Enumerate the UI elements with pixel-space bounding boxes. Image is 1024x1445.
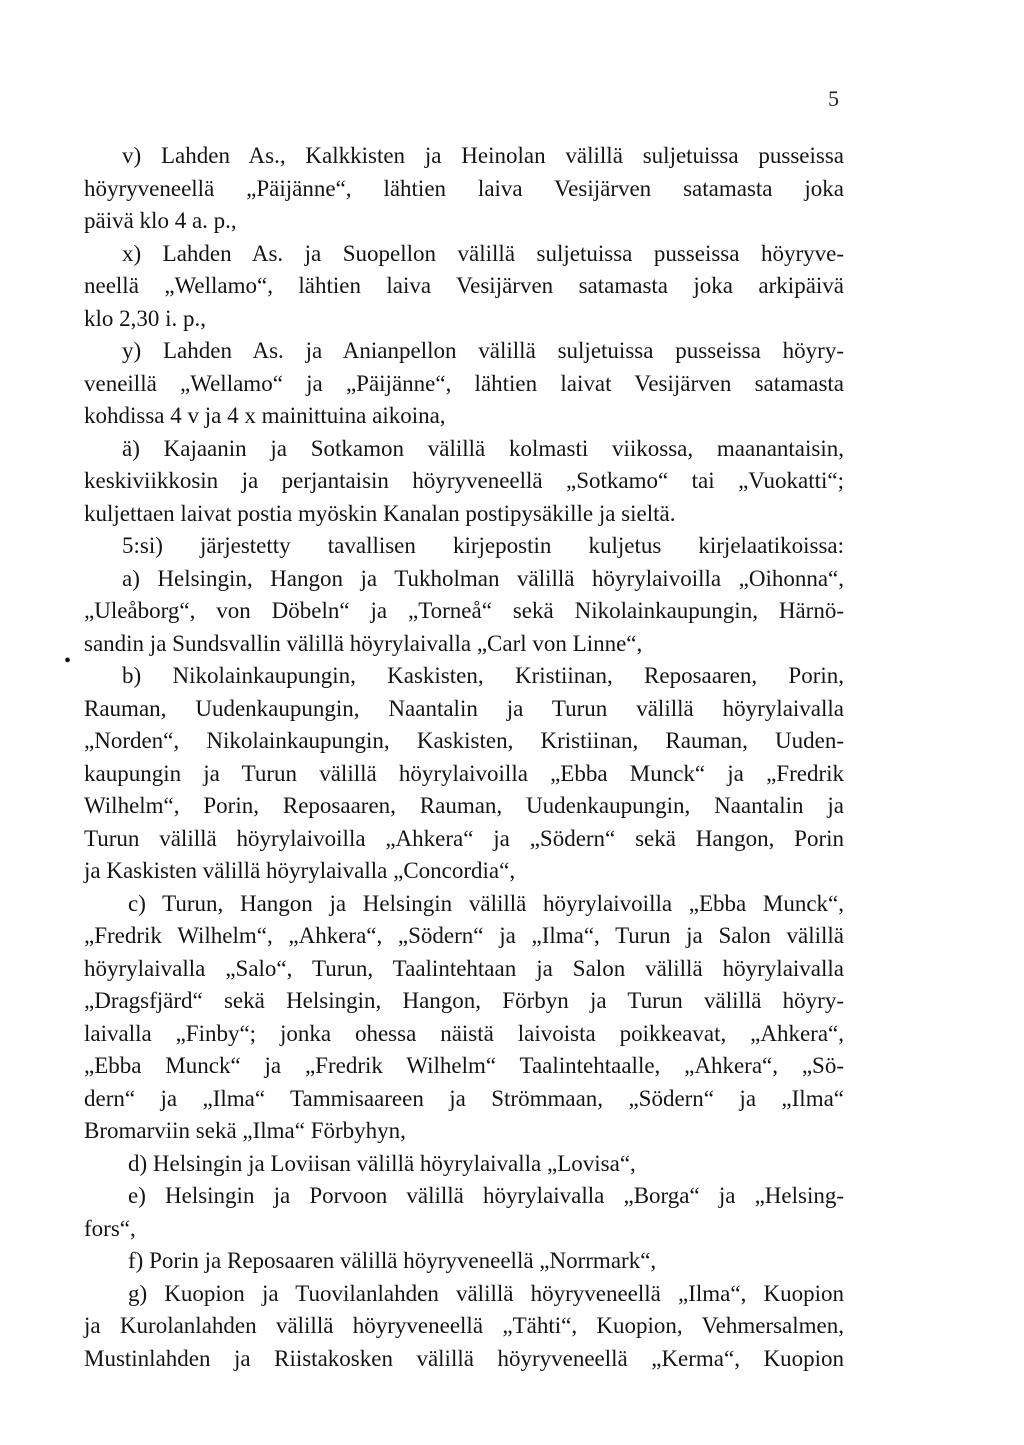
- text-line: klo 2,30 i. p.,: [84, 305, 207, 331]
- text-line: laivalla „Finby“; jonka ohessa näistä laivoista poikkeavat, „Ahkera“,: [84, 1020, 844, 1046]
- text-line: e) Helsingin ja Porvoon välillä höyrylaivalla „Borga“ ja „Helsing-: [128, 1183, 844, 1208]
- text-line: ja Kurolanlahden välillä höyryveneellä „Tähti“, Kuopion, Vehmersalmen,: [84, 1313, 844, 1338]
- text-line: höyrylaivalla „Salo“, Turun, Taalintehtaan ja Salon välillä höyrylaivalla: [84, 955, 844, 981]
- text-line: b) Nikolainkaupungin, Kaskisten, Kristiinan, Reposaaren, Porin,: [122, 663, 844, 688]
- text-line: v) Lahden As., Kalkkisten ja Heinolan välillä suljetuissa pusseissa: [122, 143, 844, 168]
- text-line: ä) Kajaanin ja Sotkamon välillä kolmasti viikossa, maanantaisin,: [122, 435, 844, 461]
- text-line: ja Kaskisten välillä höyrylaivalla „Concordia“,: [84, 858, 516, 883]
- text-line: veneillä „Wellamo“ ja „Päijänne“, lähtien laivat Vesijärven satamasta: [84, 370, 844, 396]
- text-line: y) Lahden As. ja Anianpellon välillä suljetuissa pusseissa höyry-: [122, 338, 844, 363]
- text-line: „Dragsfjärd“ sekä Helsingin, Hangon, Förbyn ja Turun välillä höyry-: [84, 988, 844, 1013]
- margin-mark: •: [64, 650, 72, 672]
- text-line: Turun välillä höyrylaivoilla „Ahkera“ ja „Södern“ sekä Hangon, Porin: [84, 825, 844, 851]
- text-line: „Fredrik Wilhelm“, „Ahkera“, „Södern“ ja „Ilma“, Turun ja Salon välillä: [84, 923, 844, 948]
- text-line: d) Helsingin ja Loviisan välillä höyrylaivalla „Lovisa“,: [128, 1150, 636, 1176]
- text-line: Wilhelm“, Porin, Reposaaren, Rauman, Uudenkaupungin, Naantalin ja: [84, 793, 844, 818]
- text-line: dern“ ja „Ilma“ Tammisaareen ja Strömmaan, „Södern“ ja „Ilma“: [84, 1085, 844, 1111]
- text-line: „Uleåborg“, von Döbeln“ ja „Torneå“ sekä Nikolainkaupungin, Härnö-: [84, 598, 844, 623]
- text-line: fors“,: [84, 1215, 136, 1241]
- text-line: neellä „Wellamo“, lähtien laiva Vesijärven satamasta joka arkipäivä: [84, 273, 844, 298]
- text-line: Mustinlahden ja Riistakosken välillä höyryveneellä „Kerma“, Kuopion: [84, 1345, 844, 1371]
- text-line: Bromarviin sekä „Ilma“ Förbyhyn,: [84, 1118, 406, 1143]
- text-line: keskiviikkosin ja perjantaisin höyryveneellä „Sotkamo“ tai „Vuokatti“;: [84, 468, 844, 493]
- text-line: g) Kuopion ja Tuovilanlahden välillä höyryveneellä „Ilma“, Kuopion: [128, 1280, 844, 1306]
- text-line: c) Turun, Hangon ja Helsingin välillä höyrylaivoilla „Ebba Munck“,: [128, 890, 844, 916]
- text-line: Rauman, Uudenkaupungin, Naantalin ja Turun välillä höyrylaivalla: [84, 695, 844, 721]
- text-line: „Norden“, Nikolainkaupungin, Kaskisten, Kristiinan, Rauman, Uuden-: [84, 728, 844, 753]
- text-line: a) Helsingin, Hangon ja Tukholman välillä höyrylaivoilla „Oihonna“,: [122, 565, 844, 591]
- text-line: f) Porin ja Reposaaren välillä höyryveneellä „Norrmark“,: [128, 1248, 657, 1273]
- text-line: päivä klo 4 a. p.,: [84, 208, 237, 233]
- text-line: x) Lahden As. ja Suopellon välillä suljetuissa pusseissa höyryve-: [122, 240, 844, 266]
- text-line: sandin ja Sundsvallin välillä höyrylaivalla „Carl von Linne“,: [84, 630, 643, 656]
- text-line: 5:si) järjestetty tavallisen kirjepostin kuljetus kirjelaatikoissa:: [122, 533, 844, 558]
- body-text: [84, 140, 844, 1375]
- text-line: höyryveneellä „Päijänne“, lähtien laiva Vesijärven satamasta joka: [84, 175, 844, 201]
- text-line: kuljettaen laivat postia myöskin Kanalan postipysäkille ja sieltä.: [84, 500, 676, 526]
- text-line: kaupungin ja Turun välillä höyrylaivoilla „Ebba Munck“ ja „Fredrik: [84, 760, 844, 786]
- text-line: „Ebba Munck“ ja „Fredrik Wilhelm“ Taalintehtaalle, „Ahkera“, „Sö-: [84, 1053, 844, 1078]
- page-number: 5: [828, 86, 839, 111]
- text-line: kohdissa 4 v ja 4 x mainittuina aikoina,: [84, 403, 446, 428]
